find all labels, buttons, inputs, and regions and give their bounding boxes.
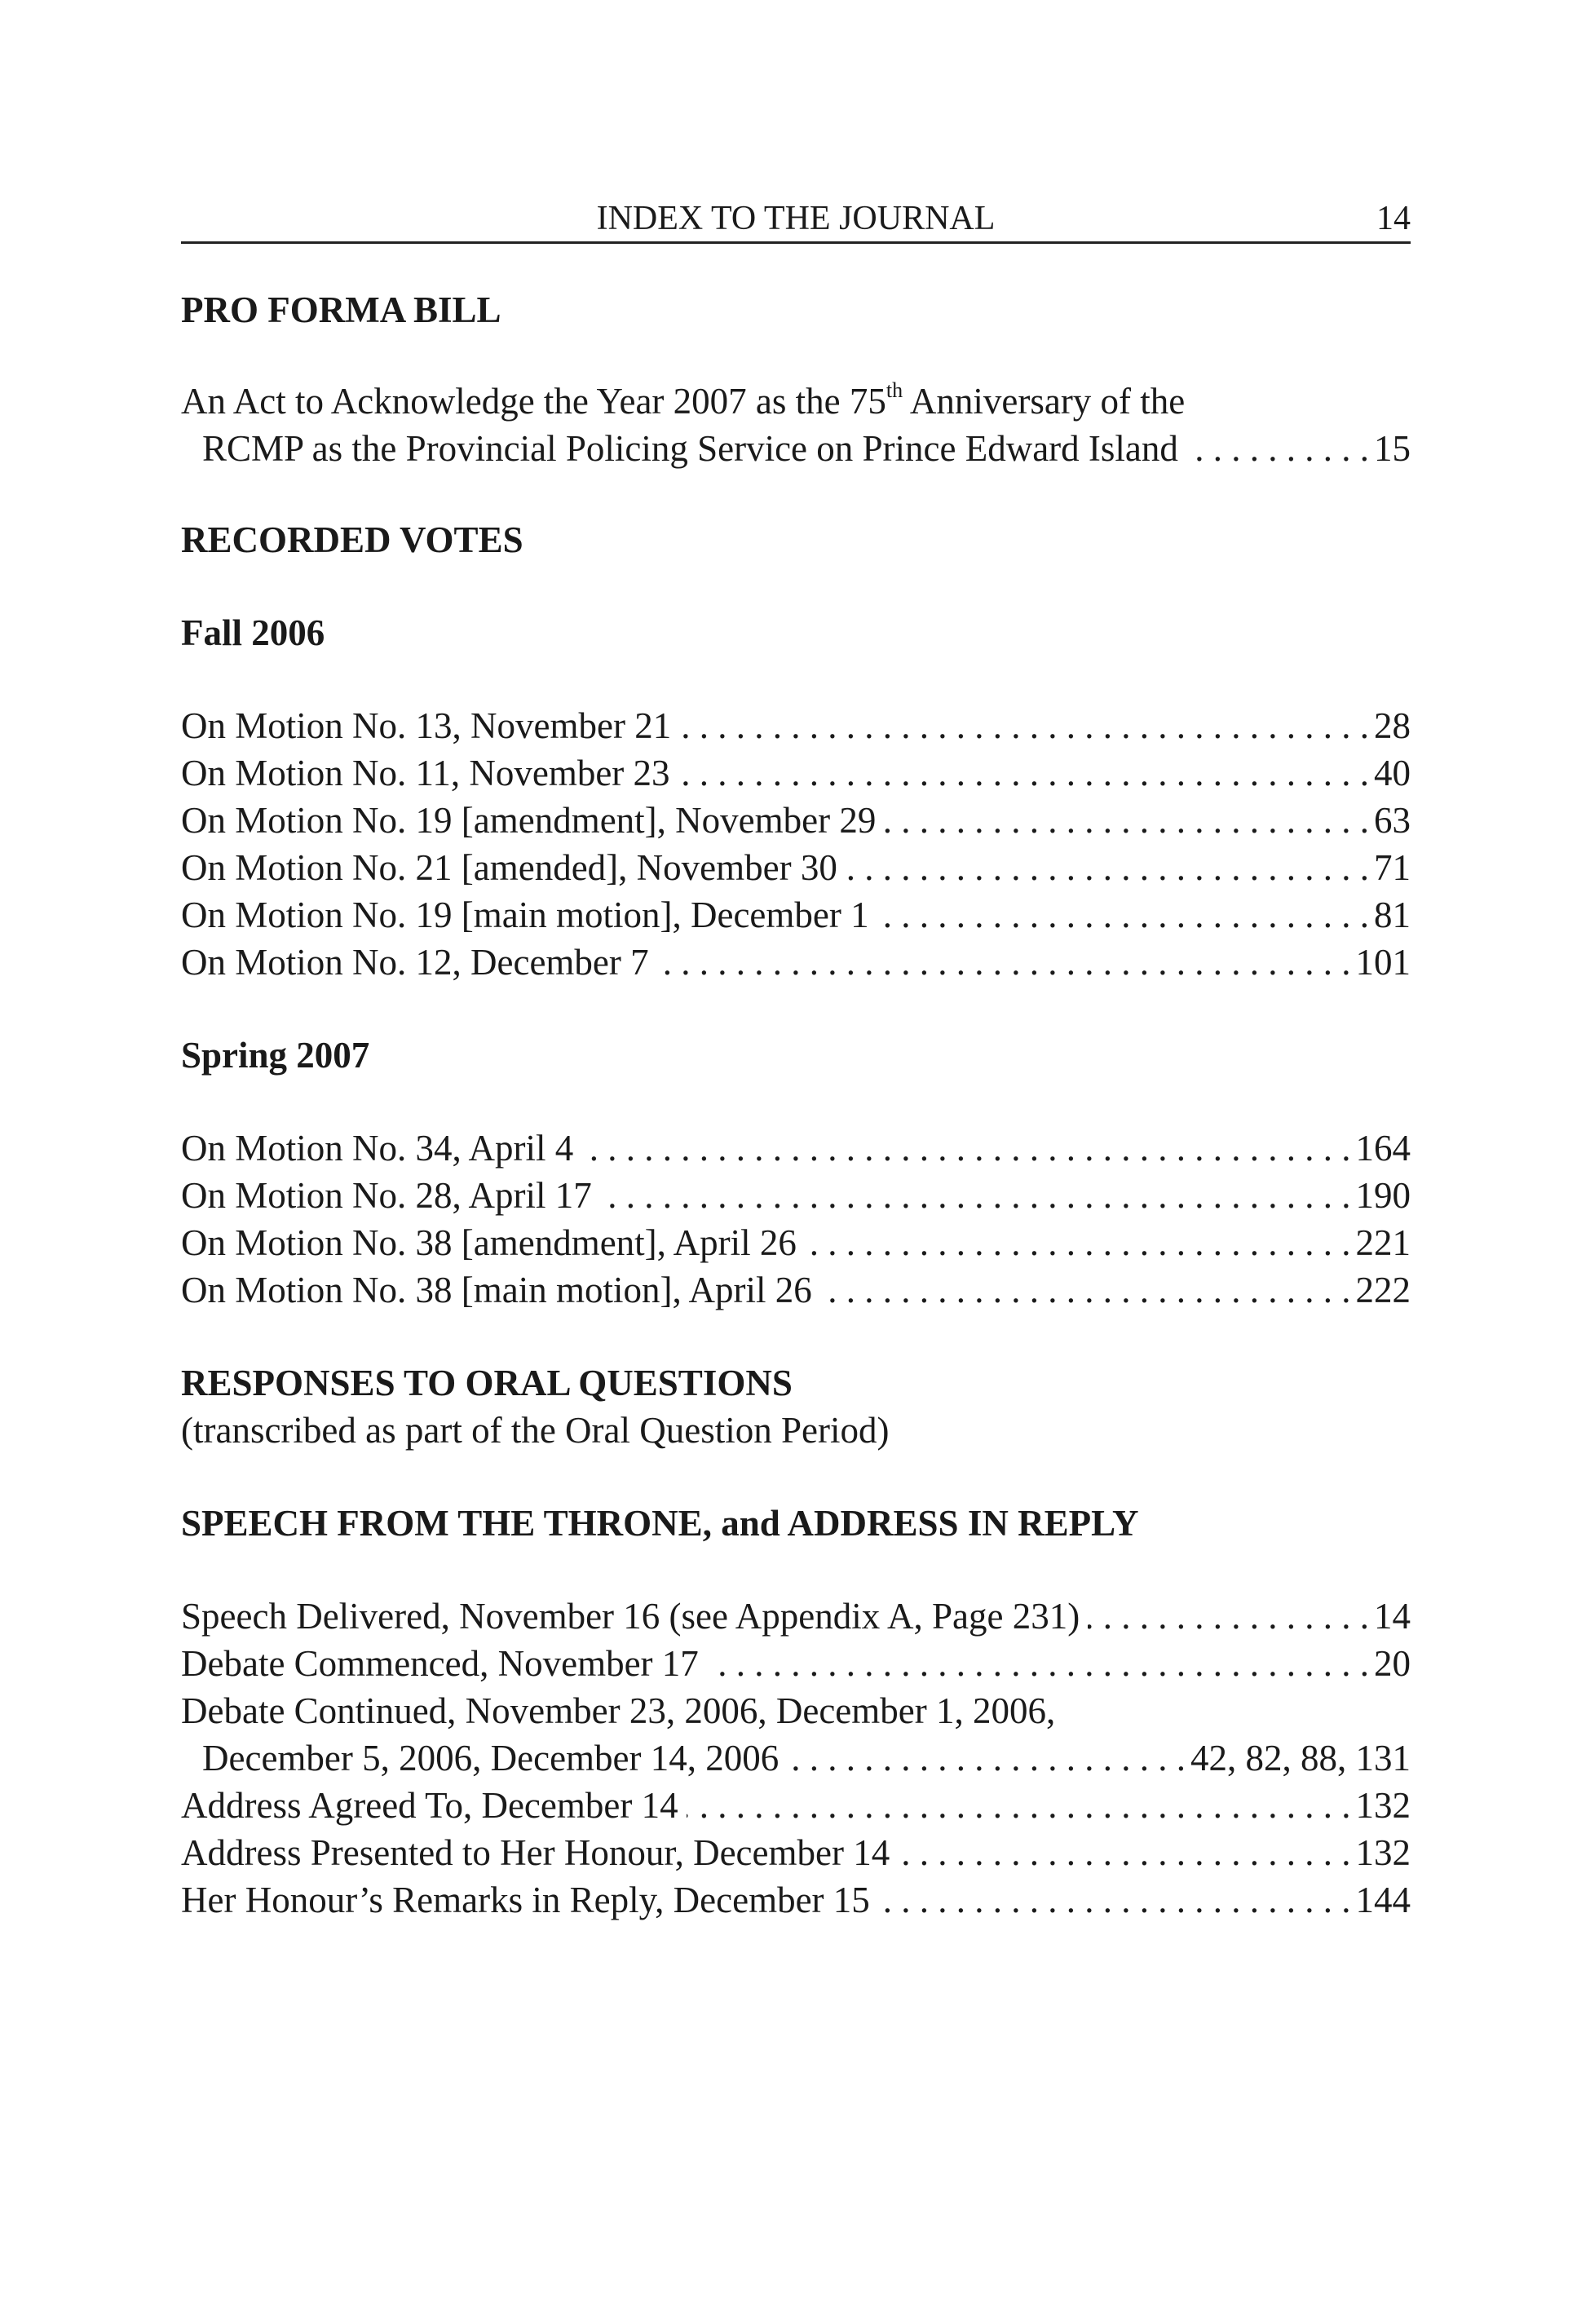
index-page <box>181 196 1411 1924</box>
index-entry <box>181 844 1411 891</box>
index-entry <box>181 702 1411 749</box>
leader-dots <box>884 797 1369 844</box>
entry-label: On Motion No. 19 [main motion], December 1 <box>181 895 869 935</box>
page-ref: 101 <box>1355 942 1411 983</box>
index-entry <box>181 1640 1411 1687</box>
spring-2007-entries <box>181 1124 1411 1314</box>
index-entry <box>181 1876 1411 1924</box>
page-ref: 222 <box>1355 1270 1411 1310</box>
entry-label: On Motion No. 38 [main motion], April 26 <box>181 1270 812 1310</box>
leader-dots <box>898 1829 1350 1876</box>
throne-entries-after <box>181 1782 1411 1924</box>
entry-label: On Motion No. 19 [amendment], November 29 <box>181 800 877 841</box>
debate-continued-line1: Debate Continued, November 23, 2006, December 1, 2006, <box>181 1690 1056 1731</box>
header-page-number: 14 <box>1376 200 1411 237</box>
index-entry <box>181 797 1411 844</box>
section-heading-throne: SPEECH FROM THE THRONE, and ADDRESS IN REPLY <box>181 1503 1139 1544</box>
page-ref: 190 <box>1355 1175 1411 1216</box>
entry-label: Her Honour’s Remarks in Reply, December 15 <box>181 1880 870 1920</box>
entry-label: On Motion No. 21 [amended], November 30 <box>181 847 837 888</box>
debate-continued-line2: December 5, 2006, December 14, 2006 . . . 42, 82, 88, 131 <box>181 1734 1411 1782</box>
entry-label: On Motion No. 11, November 23 <box>181 753 670 793</box>
page-ref: 132 <box>1355 1785 1411 1826</box>
leader-dots <box>687 1782 1351 1829</box>
entry-label: On Motion No. 12, December 7 <box>181 942 649 983</box>
pro-forma-entry-line1: An Act to Acknowledge the Year 2007 as the 75th Anniversary of the <box>181 378 1186 422</box>
entry-label: On Motion No. 28, April 17 <box>181 1175 592 1216</box>
entry-label: Address Presented to Her Honour, December 14 <box>181 1832 890 1873</box>
section-heading-recorded-votes: RECORDED VOTES <box>181 519 523 560</box>
subheading-spring-2007: Spring 2007 <box>181 1035 370 1076</box>
page-ref: 221 <box>1355 1222 1411 1263</box>
index-entry <box>181 749 1411 797</box>
leader-dots <box>878 1876 1351 1924</box>
page-ref: 164 <box>1355 1128 1411 1169</box>
entry-label: On Motion No. 13, November 21 <box>181 705 672 746</box>
index-entry <box>181 1593 1411 1640</box>
leader-dots <box>1088 1593 1369 1640</box>
leader-dots <box>820 1266 1351 1314</box>
index-entry <box>181 1782 1411 1829</box>
leader-dots <box>846 844 1369 891</box>
entry-label: On Motion No. 34, April 4 <box>181 1128 574 1169</box>
page-ref: 40 <box>1374 753 1411 793</box>
index-entry <box>181 939 1411 986</box>
page-ref: 71 <box>1374 847 1411 888</box>
throne-entries <box>181 1593 1411 1687</box>
leader-dots <box>600 1172 1351 1219</box>
leader-dots <box>707 1640 1369 1687</box>
page-ref: 15 <box>1374 428 1411 469</box>
leader-dots <box>657 939 1351 986</box>
leader-dots <box>877 891 1369 939</box>
leader-dots <box>581 1124 1350 1172</box>
subheading-fall-2006: Fall 2006 <box>181 612 325 653</box>
page-ref: 28 <box>1374 705 1411 746</box>
section-heading-pro-forma: PRO FORMA BILL <box>181 289 501 330</box>
entry-label: Speech Delivered, November 16 (see Appendix A, Page 231) <box>181 1596 1080 1637</box>
running-header <box>181 196 1411 244</box>
index-entry <box>181 1219 1411 1266</box>
leader-dots <box>678 749 1369 797</box>
entry-label: Debate Commenced, November 17 <box>181 1643 699 1684</box>
index-entry <box>181 1266 1411 1314</box>
page-ref: 63 <box>1374 800 1411 841</box>
entry-label: Address Agreed To, December 14 <box>181 1785 678 1826</box>
page-ref: 132 <box>1355 1832 1411 1873</box>
page-ref: 42, 82, 88, 131 <box>1190 1738 1411 1778</box>
page-ref: 81 <box>1374 895 1411 935</box>
fall-2006-entries <box>181 702 1411 986</box>
pro-forma-entry-line2: RCMP as the Provincial Policing Service on Prince Edward Island . . . 15 <box>181 425 1411 472</box>
header-title: INDEX TO THE JOURNAL <box>596 200 996 237</box>
leader-dots <box>1186 425 1369 472</box>
leader-dots <box>805 1219 1351 1266</box>
leader-dots <box>787 1734 1186 1782</box>
index-entry <box>181 1124 1411 1172</box>
page-ref: 14 <box>1374 1596 1411 1637</box>
page-ref: 144 <box>1355 1880 1411 1920</box>
entry-label: On Motion No. 38 [amendment], April 26 <box>181 1222 797 1263</box>
section-heading-responses: RESPONSES TO ORAL QUESTIONS <box>181 1363 793 1403</box>
index-entry <box>181 1172 1411 1219</box>
index-entry <box>181 1829 1411 1876</box>
responses-note: (transcribed as part of the Oral Question Period) <box>181 1410 890 1451</box>
page-ref: 20 <box>1374 1643 1411 1684</box>
index-entry <box>181 891 1411 939</box>
leader-dots <box>679 702 1369 749</box>
